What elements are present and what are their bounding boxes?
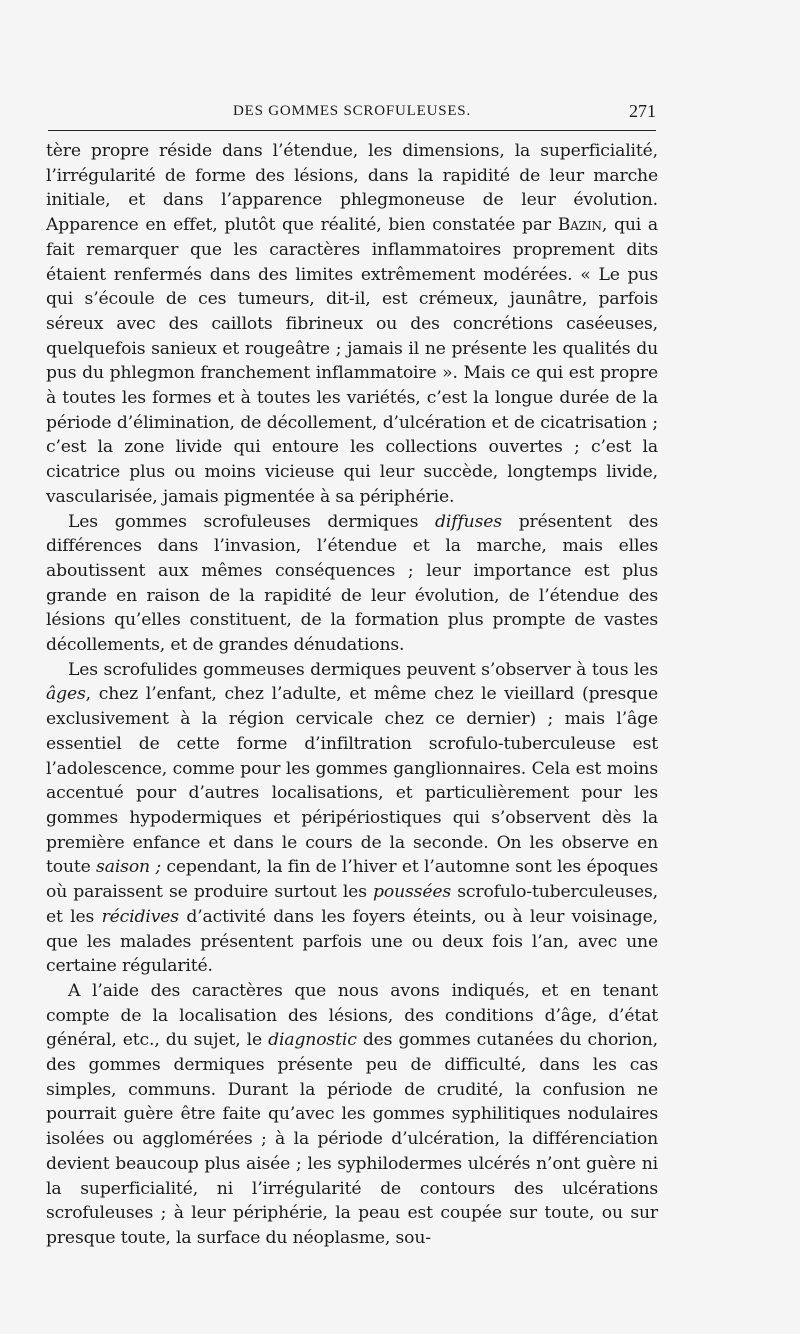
text-run: des gommes cutanées du chorion, des gommes dermiques présente peu de difficulté, dans les cas simples, communs. Durant la période de crudité, la confusion ne pourrait guère être faite qu’avec les gommes syphilitiques nodulaires isolées ou agglomérées ; à la période d’ulcération, la différenciation devient beaucoup plus aisée ; les syphilodermes ulcérés n’ont guère ni la superficialité, ni l’irrégularité de contours des ulcérations scrofuleuses ; à leur périphérie, la peau est coupée sur toute, ou sur presque toute, la surface du néoplasme, sou-	[46, 1030, 658, 1248]
paragraph-3	[46, 658, 658, 979]
text-run: A l’aide des caractères que nous avons indiqués, et en tenant compte de la localisation des lésions, des conditions d’âge, d’état général, etc., du sujet, le	[46, 980, 658, 1051]
running-title: DES GOMMES SCROFULEUSES.	[233, 103, 471, 119]
text-run: tère propre réside dans l’étendue, les dimensions, la superficialité, l’irrégularité de forme des lésions, dans la rapidité de leur marche initiale, et dans l’apparence phlegmoneuse de leur évolution. Apparence en effet, plutôt que réalité, bien constatée par	[46, 141, 658, 236]
author-name: Bazin	[557, 215, 602, 236]
text-run: Les gommes scrofuleuses dermiques	[68, 511, 436, 532]
text-run: cependant, la fin de l’hiver et l’automne sont les époques où paraissent se produire surtout les	[46, 857, 659, 903]
body-text	[46, 139, 658, 1251]
text-run: Les scrofulides gommeuses dermiques peuvent s’observer à tous les	[68, 659, 658, 680]
text-run: , chez l’enfant, chez l’adulte, et même chez le vieillard (presque exclusivement à la région cervicale chez ce dernier) ; mais l’âge essentiel de cette forme d’infiltration scrofulo-tuberculeuse est l’adolescence, comme pour les gommes ganglionnaires. Cela est moins accentué pour d’autres localisations, et particulièrement pour les gommes hypodermiques et péripériostiques qui s’observent dès la première enfance et dans le cours de la seconde. On les observe en toute	[46, 684, 658, 878]
paragraph-1	[46, 139, 658, 510]
text-run: d’activité dans les foyers éteints, ou à leur voisinage, que les malades présentent parfois une ou deux fois l’an, avec une certaine régularité.	[46, 906, 658, 977]
italic-text: diagnostic	[268, 1030, 357, 1051]
italic-text: âges	[46, 684, 86, 705]
paragraph-4	[46, 979, 658, 1251]
text-run: , qui a fait remarquer que les caractères inflammatoires proprement dits étaient renfermés dans des limites extrêmement modérées. « Le pus qui s’écoule de ces tumeurs, dit-il, est crémeux, jaunâtre, parfois séreux avec des caillots fibrineux ou des concrétions caséeuses, quelquefois sanieux et rougeâtre ; jamais il ne présente les qualités du pus du phlegmon franchement inflammatoire ». Mais ce qui est propre à toutes les formes et à toutes les variétés, c’est la longue durée de la période d’élimination, de décollement, d’ulcération et de cicatrisation ; c’est la zone livide qui entoure les collections ouvertes ; c’est la cicatrice plus ou moins vicieuse qui leur succède, longtemps livide, vascularisée, jamais pigmentée à sa périphérie.	[46, 215, 658, 507]
page-header	[48, 98, 656, 124]
page-number: 271	[629, 101, 656, 121]
text-run: scrofulo-tuberculeuses, et les	[46, 882, 658, 927]
italic-text: saison ;	[96, 857, 161, 878]
italic-text: poussées	[373, 882, 452, 903]
italic-text: récidives	[101, 906, 179, 927]
italic-text: diffuses	[435, 511, 502, 532]
paragraph-2	[46, 510, 658, 658]
text-run: présentent des différences dans l’invasion, l’étendue et la marche, mais elles aboutissent aux mêmes conséquences ; leur importance est plus grande en raison de la rapidité de leur évolution, de l’étendue des lésions qu’elles constituent, de la formation plus prompte de vastes décollements, et de grandes dénudations.	[46, 511, 658, 656]
header-rule	[48, 130, 656, 131]
